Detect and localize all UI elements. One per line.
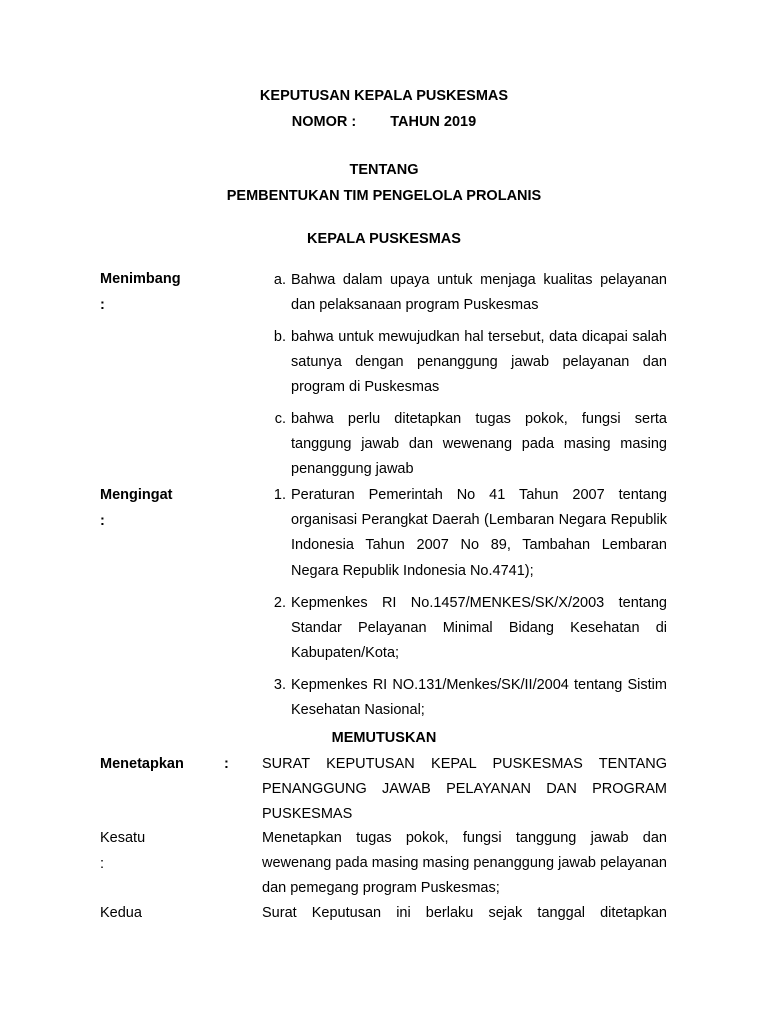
mengingat-item-marker: 3. bbox=[273, 677, 286, 693]
menimbang-item-marker: c. bbox=[274, 411, 286, 427]
menimbang-item-text: Bahwa dalam upaya untuk menjaga kualitas pelayanan dan pelaksanaan program Puskesmas bbox=[291, 272, 667, 314]
document-number-line bbox=[0, 113, 768, 131]
kedua-label: Kedua bbox=[100, 905, 142, 921]
kedua-text: Surat Keputusan ini berlaku sejak tanggal ditetapkan bbox=[262, 905, 667, 921]
menetapkan-label: Menetapkan bbox=[100, 756, 184, 772]
kesatu-label: Kesatu bbox=[100, 830, 146, 846]
mengingat-colon: : bbox=[100, 513, 105, 529]
menimbang-item-marker: a. bbox=[273, 272, 286, 288]
menimbang-item-marker: b. bbox=[273, 329, 286, 345]
kesatu-colon: : bbox=[100, 856, 105, 872]
mengingat-item-marker: 2. bbox=[273, 595, 286, 611]
mengingat-label: Mengingat bbox=[100, 487, 173, 503]
menimbang-item-text: bahwa perlu ditetapkan tugas pokok, fungsi serta tanggung jawab dan wewenang pada masing masing penanggung jawab bbox=[291, 411, 667, 478]
menetapkan-colon: : bbox=[224, 756, 229, 772]
menetapkan-text: SURAT KEPUTUSAN KEPAL PUSKESMAS TENTANG PENANGGUNG JAWAB PELAYANAN DAN PROGRAM PUSKESMAS bbox=[262, 756, 667, 823]
menimbang-item-text: bahwa untuk mewujudkan hal tersebut, data dicapai salah satunya dengan penanggung jawab pelayanan dan program di Puskesmas bbox=[291, 329, 667, 396]
tentang-heading: TENTANG bbox=[349, 162, 419, 178]
kesatu-text: Menetapkan tugas pokok, fungsi tanggung jawab dan wewenang pada masing masing penanggung jawab pelayanan dan pemegang program Puskesmas; bbox=[262, 830, 667, 897]
tahun-label: TAHUN 2019 bbox=[390, 114, 477, 130]
nomor-label: NOMOR : bbox=[291, 114, 357, 130]
document-subject: PEMBENTUKAN TIM PENGELOLA PROLANIS bbox=[226, 188, 542, 204]
memutuskan-heading: MEMUTUSKAN bbox=[331, 730, 437, 746]
document-title: KEPUTUSAN KEPALA PUSKESMAS bbox=[259, 88, 509, 104]
mengingat-item-text: Kepmenkes RI NO.131/Menkes/SK/II/2004 tentang Sistim Kesehatan Nasional; bbox=[291, 677, 667, 719]
mengingat-item-text: Kepmenkes RI No.1457/MENKES/SK/X/2003 tentang Standar Pelayanan Minimal Bidang Kesehatan di Kabupaten/Kota; bbox=[291, 595, 667, 662]
mengingat-item-text: Peraturan Pemerintah No 41 Tahun 2007 tentang organisasi Perangkat Daerah (Lembaran Negara Republik Indonesia Tahun 2007 No 89, Tambahan Lembaran Negara Republik Indonesia No.4741); bbox=[291, 487, 667, 579]
menimbang-label: Menimbang bbox=[100, 271, 181, 287]
menimbang-colon: : bbox=[100, 297, 105, 313]
mengingat-item-marker: 1. bbox=[273, 487, 286, 503]
issuer-heading: KEPALA PUSKESMAS bbox=[307, 231, 461, 247]
